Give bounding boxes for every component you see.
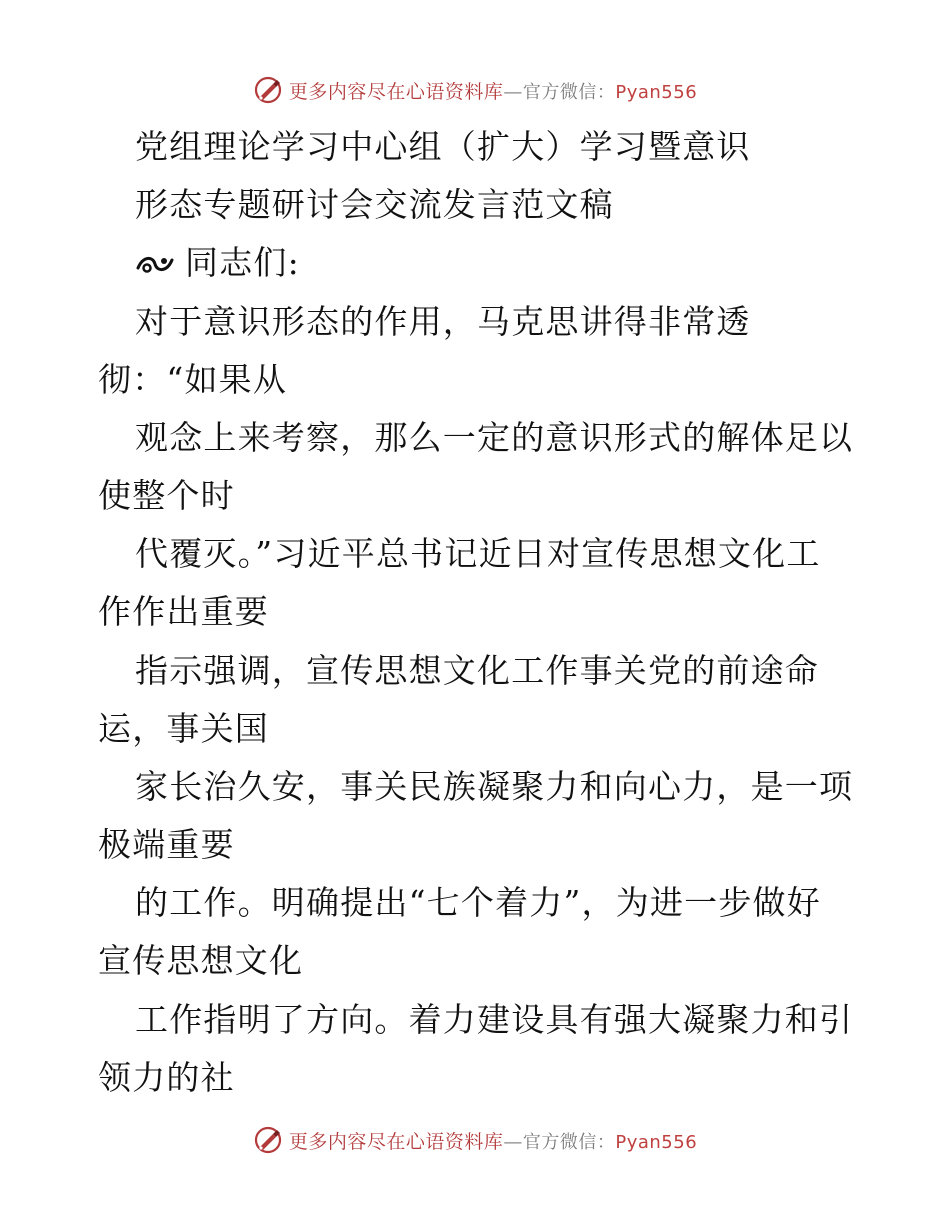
body-line: 领力的社: [98, 1058, 235, 1097]
document-title-line-2: 形态专题研讨会交流发言范文稿: [135, 185, 614, 224]
watermark-wechat-label: 官方微信：: [522, 81, 616, 103]
pen-logo-icon: [253, 75, 283, 105]
watermark-text: [289, 1127, 697, 1154]
pen-logo-icon: [253, 1125, 283, 1155]
body-line: 工作指明了方向。着力建设具有强大凝聚力和引: [135, 1000, 854, 1039]
ornament-icon: [135, 252, 175, 276]
watermark-site: 更多内容尽在心语资料库: [288, 80, 504, 103]
document-title-line-1: 党组理论学习中心组（扩大）学习暨意识: [135, 127, 751, 166]
watermark-site: 更多内容尽在心语资料库: [288, 1130, 504, 1153]
body-line: 家长治久安，事关民族凝聚力和向心力，是一项: [135, 767, 854, 806]
body-line: 作作出重要: [98, 592, 269, 631]
body-line: 的工作。明确提出“七个着力”，为进一步做好: [135, 883, 821, 922]
header-watermark: [0, 70, 950, 110]
salutation: [135, 243, 300, 283]
body-line: 运，事关国: [98, 709, 269, 748]
body-line: 使整个时: [98, 476, 235, 515]
body-line: 观念上来考察，那么一定的意识形式的解体足以: [135, 418, 854, 457]
watermark-dash: —: [503, 80, 523, 103]
body-line: 宣传思想文化: [98, 941, 304, 980]
footer-watermark: [0, 1120, 950, 1160]
watermark-wechat-id: Pyan556: [615, 1131, 698, 1153]
body-line: 对于意识形态的作用，马克思讲得非常透: [135, 302, 751, 341]
watermark-text: [289, 77, 697, 104]
watermark-wechat-label: 官方微信：: [522, 1131, 616, 1153]
body-line: 彻：“如果从: [98, 360, 288, 399]
body-line: 指示强调，宣传思想文化工作事关党的前途命: [135, 651, 819, 690]
body-line: 极端重要: [98, 825, 235, 864]
body-line: 代覆灭。”习近平总书记近日对宣传思想文化工: [135, 534, 821, 573]
watermark-dash: —: [503, 1130, 523, 1153]
salutation-text: 同志们:: [185, 243, 300, 282]
watermark-wechat-id: Pyan556: [615, 81, 698, 103]
